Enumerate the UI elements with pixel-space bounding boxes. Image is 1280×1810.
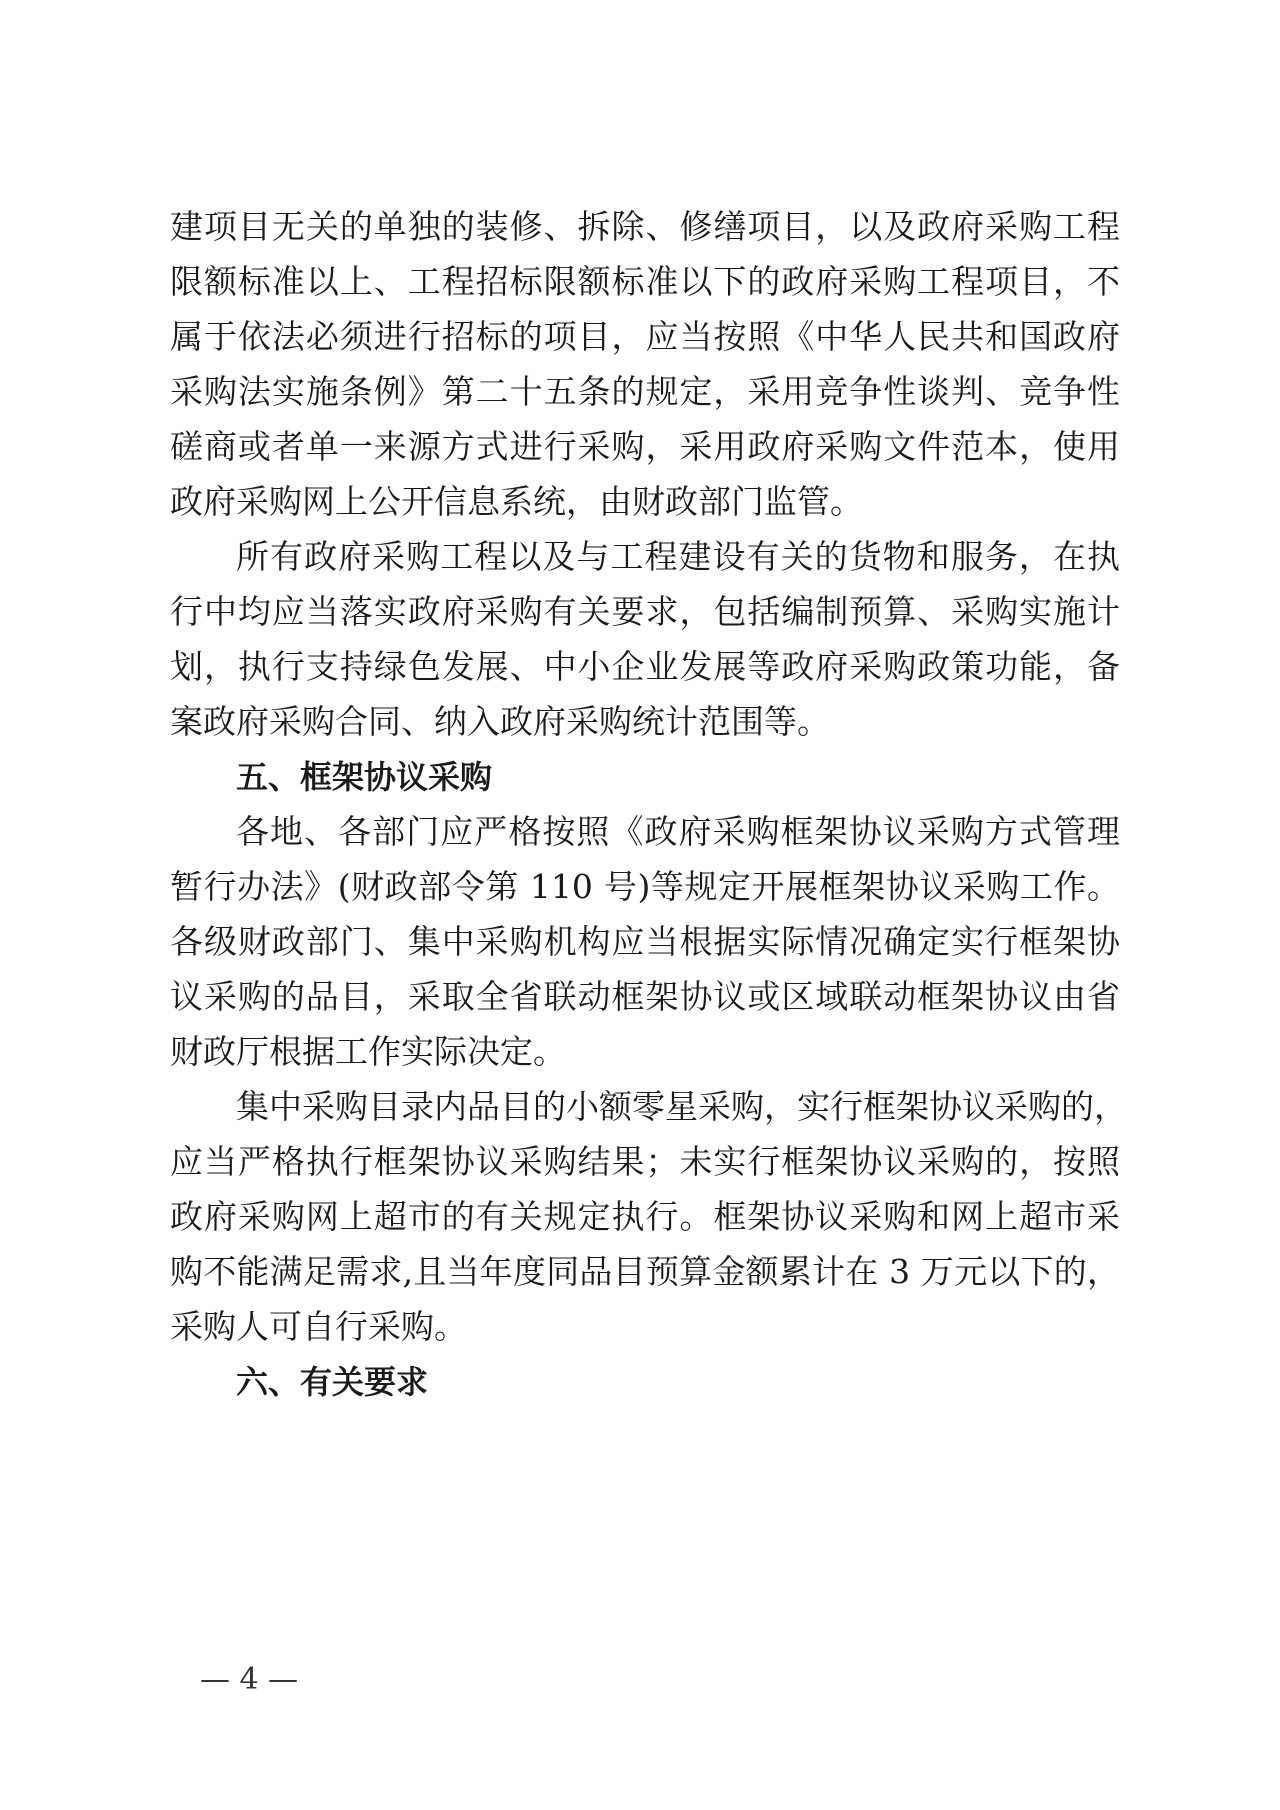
- text-line: 磋商或者单一来源方式进行采购，采用政府采购文件范本，使用: [170, 427, 1120, 466]
- section-heading-5: 五、框架协议采购: [236, 758, 493, 796]
- text-line: 限额标准以上、工程招标限额标准以下的政府采购工程项目，不: [170, 262, 1120, 301]
- text-line: 划，执行支持绿色发展、中小企业发展等政府采购政策功能，备: [170, 647, 1120, 686]
- text-line: 议采购的品目，采取全省联动框架协议或区域联动框架协议由省: [170, 977, 1120, 1016]
- text-line: 各级财政部门、集中采购机构应当根据实际情况确定实行框架协: [170, 922, 1120, 961]
- text-line: 各地、各部门应严格按照《政府采购框架协议采购方式管理: [236, 812, 1120, 851]
- text-line: 集中采购目录内品目的小额零星采购，实行框架协议采购的，: [236, 1087, 1127, 1126]
- text-line: 属于依法必须进行招标的项目，应当按照《中华人民共和国政府: [170, 317, 1120, 356]
- text-line: 采购法实施条例》第二十五条的规定，采用竞争性谈判、竞争性: [170, 372, 1120, 411]
- text-line: 购不能满足需求,且当年度同品目预算金额累计在 3 万元以下的，: [170, 1252, 1120, 1291]
- text-line: 建项目无关的单独的装修、拆除、修缮项目，以及政府采购工程: [170, 207, 1120, 246]
- text-line: 暂行办法》(财政部令第 110 号)等规定开展框架协议采购工作。: [170, 867, 1120, 906]
- text-line: 行中均应当落实政府采购有关要求，包括编制预算、采购实施计: [170, 592, 1120, 631]
- text-line: 案政府采购合同、纳入政府采购统计范围等。: [170, 702, 830, 741]
- text-line: 财政厅根据工作实际决定。: [170, 1032, 566, 1071]
- text-line: 政府采购网上公开信息系统，由财政部门监管。: [170, 482, 863, 521]
- text-line: 所有政府采购工程以及与工程建设有关的货物和服务，在执: [236, 537, 1120, 576]
- text-line: 采购人可自行采购。: [170, 1307, 467, 1346]
- page-number: — 4 —: [200, 1662, 299, 1697]
- text-line: 政府采购网上超市的有关规定执行。框架协议采购和网上超市采: [170, 1197, 1120, 1236]
- text-line: 应当严格执行框架协议采购结果；未实行框架协议采购的，按照: [170, 1142, 1120, 1181]
- section-heading-6: 六、有关要求: [236, 1363, 429, 1401]
